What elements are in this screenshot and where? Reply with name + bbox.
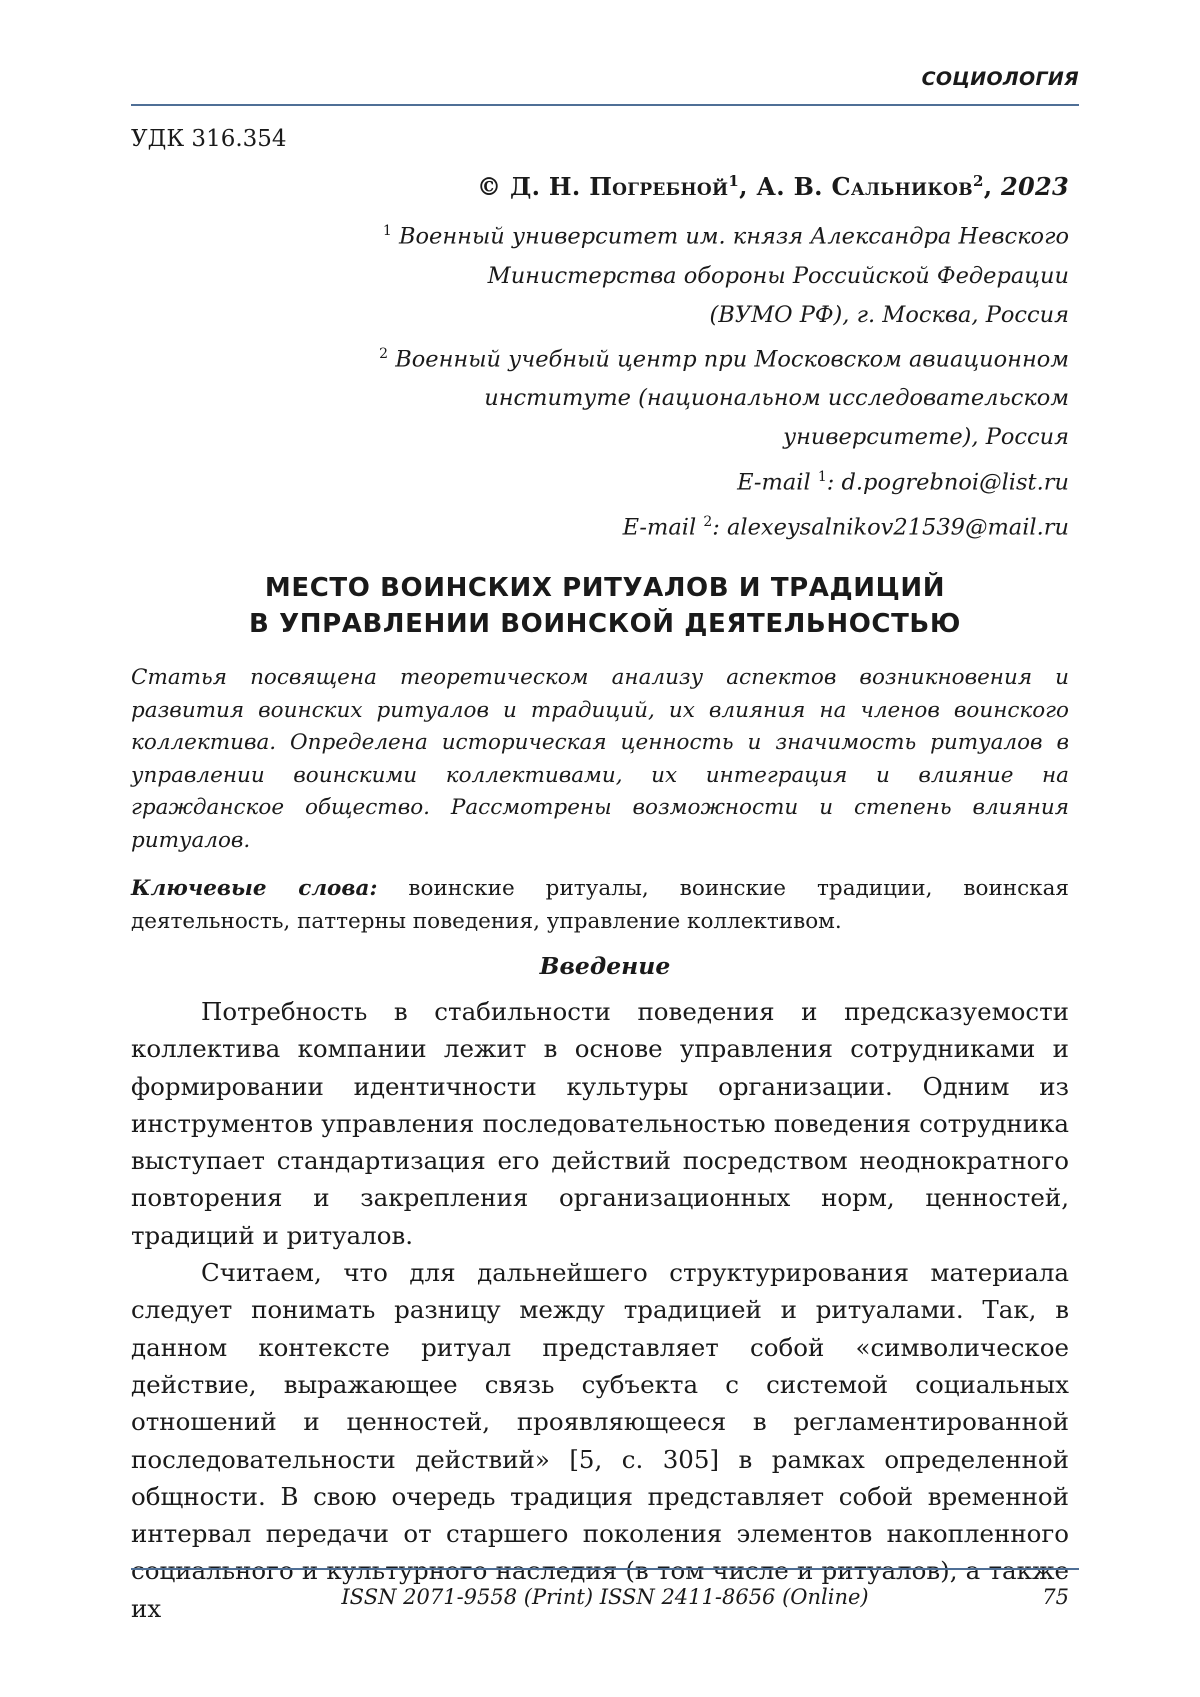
author-1-mark: 1 — [728, 172, 740, 190]
title-line-2: В УПРАВЛЕНИИ ВОИНСКОЙ ДЕЯТЕЛЬНОСТЬЮ — [249, 609, 961, 639]
affiliation-line: Военный университет им. князя Александра Невского — [398, 223, 1069, 250]
copyright-sign: © — [477, 172, 502, 201]
affiliation-line: университете), Россия — [783, 424, 1069, 450]
article-title — [131, 570, 1079, 642]
author-line: © Д. Н. Погребной$^1$, А. В. Сальников$^2$, 2023 — [477, 172, 1069, 201]
email-address-2[interactable]: alexeysalnikov21539@mail.ru — [727, 514, 1069, 540]
paragraph-1: Потребность в стабильности поведения и предсказуемости коллектива компании лежит в основе управления сотрудниками и формировании идентичности культуры организации. Одним из инструментов управления последовательностью поведения сотрудника выступает стандартизация его действий посредством неоднократного повторения и закрепления организационных норм, ценностей, традиций и ритуалов. — [131, 997, 1069, 1250]
author-1-name: Д. Н. Погребной — [509, 172, 729, 201]
paragraph-2: Считаем, что для дальнейшего структурирования материала следует понимать разницу между традицией и ритуалами. Так, в данном контексте ритуал представляет собой «символическое действие, выражающее связь субъекта с системой социальных отношений и ценностей, проявляющееся в регламентированной последовательности действий» [5, с. 305] в рамках определенной общности. В свою очередь традиция представляет собой временной интервал передачи от старшего поколения элементов накопленного социального и культурного наследия (в том числе и ритуалов), а также их — [131, 1258, 1069, 1623]
affiliation-line: Военный учебный центр при Московском авиационном — [395, 346, 1069, 372]
email-label: E-mail — [737, 469, 811, 496]
publication-year: 2023 — [1001, 172, 1069, 201]
email-1: E-mail $^1$: d.pogrebnoi@list.ru — [737, 469, 1069, 496]
affiliation-line: институте (национальном исследовательском — [484, 385, 1069, 411]
affiliation-line: Министерства обороны Российской Федерации — [487, 262, 1069, 289]
issn-line: ISSN 2071-9558 (Print) ISSN 2411-8656 (Online) — [341, 1585, 869, 1609]
abstract: Статья посвящена теоретическом анализу аспектов возникновения и развития воинских ритуалов и традиций, их влияния на членов воинского коллектива. Определена историческая ценность и значимость ритуалов в управлении воинскими коллективами, их интеграция и влияние на гражданское общество. Рассмотрены возможности и степень влияния ритуалов. — [131, 665, 1069, 853]
journal-page — [131, 0, 1079, 1697]
udc-code: УДК 316.354 — [131, 126, 287, 152]
keywords — [131, 872, 1069, 938]
affiliation-1-mark: 1 — [382, 223, 392, 239]
affiliation-line: (ВУМО РФ), г. Москва, Россия — [709, 301, 1069, 328]
affiliation-2-mark: 2 — [379, 345, 389, 362]
running-head: СОЦИОЛОГИЯ — [921, 68, 1079, 90]
email-mark: 1 — [817, 469, 827, 485]
author-2-mark: 2 — [972, 172, 984, 190]
keywords-text: воинские ритуалы, воинские традиции, воинская деятельность, паттерны поведения, управление коллективом. — [131, 876, 1069, 934]
keywords-label: Ключевые слова: — [131, 876, 378, 901]
email-mark: 2 — [703, 513, 713, 530]
header-rule — [131, 104, 1079, 106]
body-text — [131, 993, 1069, 1627]
email-2: E-mail $^2$: alexeysalnikov21539@mail.ru — [622, 513, 1069, 540]
section-heading: Введение — [539, 952, 671, 980]
footer-rule — [131, 1568, 1079, 1570]
affiliation-1 — [269, 212, 1069, 335]
page-number: 75 — [1042, 1585, 1069, 1609]
email-label: E-mail — [622, 514, 697, 540]
affiliation-2 — [269, 335, 1069, 458]
title-line-1: МЕСТО ВОИНСКИХ РИТУАЛОВ И ТРАДИЦИЙ — [264, 573, 946, 603]
affiliations — [269, 212, 1069, 457]
email-address-1[interactable]: d.pogrebnoi@list.ru — [841, 469, 1069, 496]
author-2-name: А. В. Сальников — [756, 172, 973, 201]
emails — [269, 458, 1069, 547]
page-footer — [131, 1585, 1079, 1615]
